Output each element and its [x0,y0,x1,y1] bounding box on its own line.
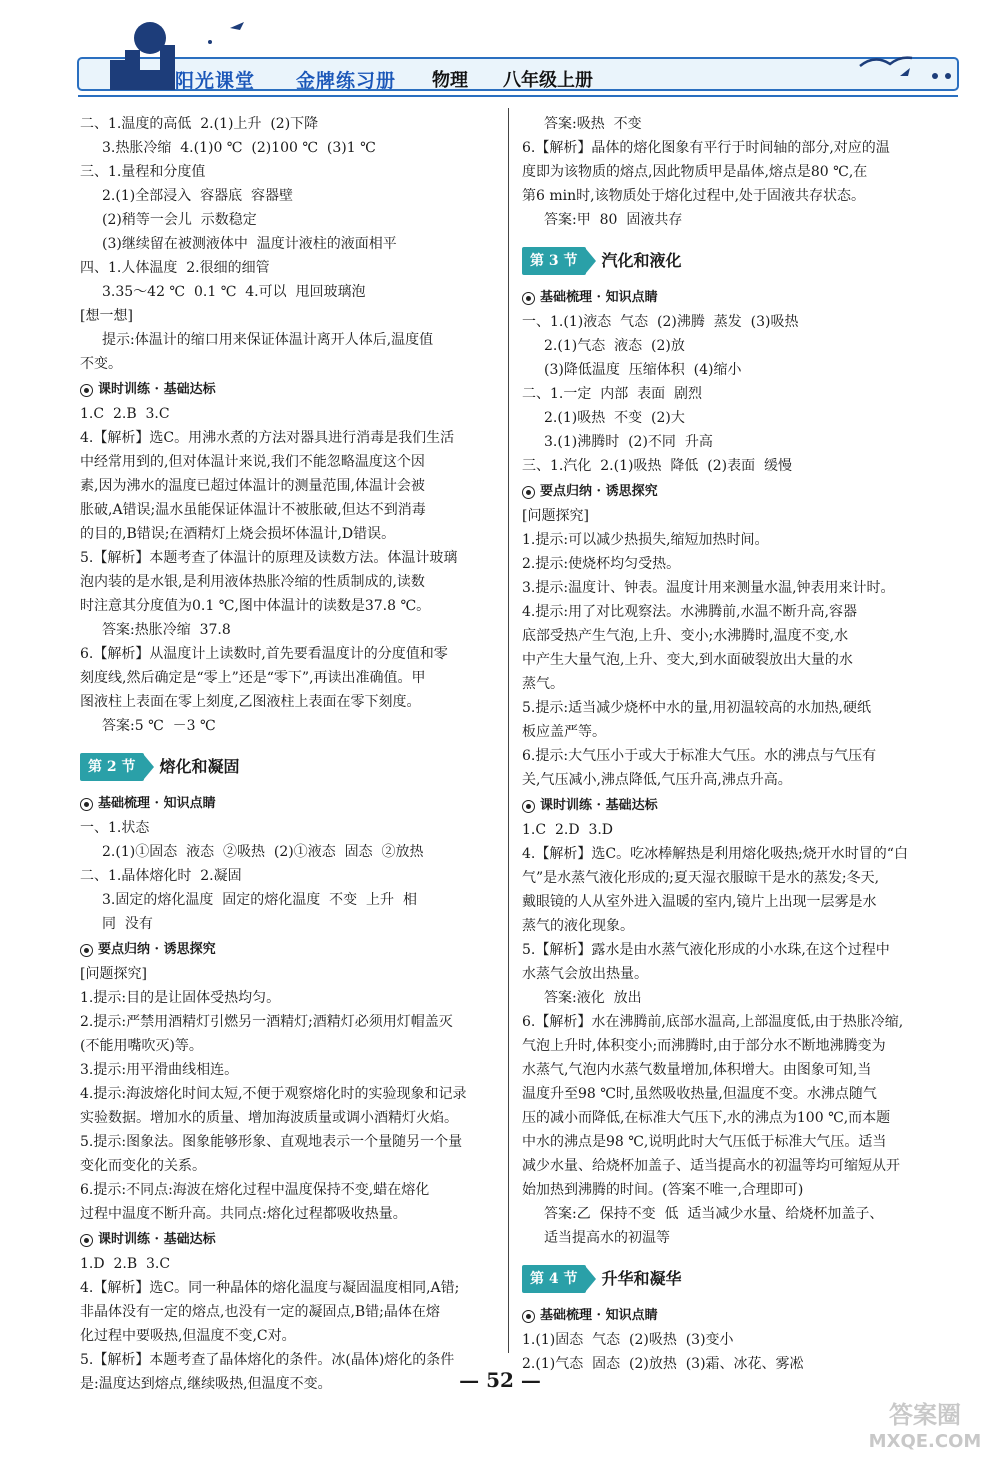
answer-line: 2.(1)气态 固态 (2)放热 (3)霜、冰花、雾凇 [522,1356,804,1372]
subsection-text: 基础梳理 · 知识点睛 [540,290,658,305]
answer-line: 过程中温度不断升高。共同点:熔化过程都吸收热量。 [80,1206,407,1222]
answer-line: 蒸气的液化现象。 [522,918,634,934]
answer-line: 6.提示:大气压小于或大于标准大气压。水的沸点与气压有 [522,748,877,764]
answer-line: 三、1.汽化 2.(1)吸热 降低 (2)表面 缓慢 [522,458,792,474]
answer-line: 戴眼镜的人从室外进入温暖的室内,镜片上出现一层雾是水 [522,894,877,910]
svg-text:答案圈: 答案圈 [889,1401,961,1429]
answer-line: 3.(1)沸腾时 (2)不同 升高 [544,434,713,450]
answer-line: 减少水量、给烧杯加盖子、适当提高水的初温等均可缩短从开 [522,1158,900,1174]
bullet-icon [80,1234,93,1247]
bullet-icon [80,798,93,811]
bullet-icon [80,384,93,397]
subsection-label [522,1304,962,1328]
section-number-badge: 第 2 节 [80,753,144,781]
subsection-text: 基础梳理 · 知识点睛 [98,796,216,811]
answer-line: 2.提示:使烧杯均匀受热。 [522,556,681,572]
answer-line: 底部受热产生气泡,上升、变小;水沸腾时,温度不变,水 [522,628,849,644]
column-divider [508,108,509,1353]
answer-line: (3)降低温度 压缩体积 (4)缩小 [544,362,742,378]
answer-line: 6.【解析】从温度计上读数时,首先要看温度计的分度值和零 [80,646,448,662]
answer-line: 答案:乙 保持不变 低 适当减少水量、给烧杯加盖子、 [544,1206,884,1222]
subsection-label [522,480,962,504]
answer-line: 2.(1)①固态 液态 ②吸热 (2)①液态 固态 ②放热 [102,844,424,860]
subsection-text: 课时训练 · 基础达标 [98,1232,216,1247]
left-column [80,112,490,1396]
answer-line: 水蒸气,气泡内水蒸气数量增加,体积增大。由图象可知,当 [522,1062,872,1078]
section-title: 熔化和凝固 [159,757,240,776]
subject-label: 物理 [432,70,468,91]
answer-line: 4.【解析】选C。同一种晶体的熔化温度与凝固温度相同,A错; [80,1280,460,1296]
subsection-text: 课时训练 · 基础达标 [540,798,658,813]
answer-line: 4.【解析】选C。吃冰棒解热是利用熔化吸热;烧开水时冒的“白 [522,846,908,862]
section-heading [80,752,490,782]
answer-line: 是:温度达到熔点,继续吸热,但温度不变。 [80,1376,332,1392]
answer-line: 答案:甲 80 固液共存 [544,212,683,228]
answer-line: (不能用嘴吹灭)等。 [80,1038,203,1054]
answer-line: 二、1.一定 内部 表面 剧烈 [522,386,703,402]
answer-line: 压的减小而降低,在标准大气压下,水的沸点为100 ℃,而本题 [522,1110,891,1126]
answer-line: 同 没有 [102,916,153,932]
answer-line: 6.提示:不同点:海波在熔化过程中温度保持不变,蜡在熔化 [80,1182,430,1198]
subsection-label [522,794,962,818]
answer-line: 6.【解析】水在沸腾前,底部水温高,上部温度低,由于热胀冷缩, [522,1014,904,1030]
section-title: 汽化和液化 [601,251,682,270]
answer-line: 泡内装的是水银,是利用液体热胀冷缩的性质制成的,读数 [80,574,425,590]
page-header [0,0,1000,104]
answer-line: 1.(1)固态 气态 (2)吸热 (3)变小 [522,1332,734,1348]
subsection-label [80,792,490,816]
answer-line: 3.35～42 ℃ 0.1 ℃ 4.可以 甩回玻璃泡 [102,284,366,300]
answer-line: 1.C 2.D 3.D [522,822,614,838]
answer-line: 图液柱上表面在零上刻度,乙图液柱上表面在零下刻度。 [80,694,421,710]
watermark-logo [855,1395,995,1453]
right-column [522,112,962,1376]
answer-line: 3.提示:用平滑曲线相连。 [80,1062,239,1078]
answer-line: 始加热到沸腾的时间。(答案不唯一,合理即可) [522,1182,804,1198]
answer-line: 2.提示:严禁用酒精灯引燃另一酒精灯;酒精灯必须用灯帽盖灭 [80,1014,453,1030]
answer-line: 适当提高水的初温等 [544,1230,670,1246]
answer-line: 一、1.状态 [80,820,150,836]
answer-line: 二、1.晶体熔化时 2.凝固 [80,868,242,884]
answer-line: 中经常用到的,但对体温计来说,我们不能忽略温度这个因 [80,454,425,470]
answer-line: 2.(1)全部浸入 容器底 容器壁 [102,188,293,204]
header-banner-icon [0,0,1000,104]
answer-line: 胀破,A错误;温水虽能保证体温计不被胀破,但达不到消毒 [80,502,426,518]
arrow-icon [586,249,596,273]
section-title: 升华和凝华 [601,1269,682,1288]
answer-line: 四、1.人体温度 2.很细的细管 [80,260,270,276]
arrow-icon [586,1267,596,1291]
answer-line: 板应盖严等。 [522,724,606,740]
answer-line: 1.D 2.B 3.C [80,1256,171,1272]
answer-line: (3)继续留在被测液体中 温度计液柱的液面相平 [102,236,397,252]
answer-line: 水蒸气会放出热量。 [522,966,648,982]
answer-line: 答案:5 ℃ －3 ℃ [102,718,216,734]
answer-line: 3.热胀冷缩 4.(1)0 ℃ (2)100 ℃ (3)1 ℃ [102,140,376,156]
brand-title: 阳光课堂 [175,70,256,92]
answer-line: [问题探究] [80,966,147,982]
watermark-icon [855,1395,995,1453]
answer-line: 2.(1)吸热 不变 (2)大 [544,410,685,426]
subsection-text: 要点归纳 · 诱思探究 [98,942,216,957]
answer-line: 的目的,B错误;在酒精灯上烧会损坏体温计,D错误。 [80,526,396,542]
grade-label: 八年级上册 [503,70,593,91]
bullet-icon [522,1310,535,1323]
answer-line: 答案:热胀冷缩 37.8 [102,622,231,638]
section-heading [522,246,962,276]
subsection-label [80,1228,490,1252]
answer-line: 中产生大量气泡,上升、变大,到水面破裂放出大量的水 [522,652,853,668]
subsection-label [522,286,962,310]
answer-line: 6.【解析】晶体的熔化图象有平行于时间轴的部分,对应的温 [522,140,890,156]
answer-line: 答案:液化 放出 [544,990,642,1006]
answer-line: 5.【解析】本题考查了晶体熔化的条件。冰(晶体)熔化的条件 [80,1352,455,1368]
svg-text:MXQE.COM: MXQE.COM [868,1431,982,1452]
subsection-text: 要点归纳 · 诱思探究 [540,484,658,499]
answer-line: 第6 min时,该物质处于熔化过程中,处于固液共存状态。 [522,188,866,204]
page-number: — 52 — [459,1368,541,1392]
answer-line: 4.提示:海波熔化时间太短,不便于观察熔化时的实验现象和记录 [80,1086,467,1102]
answer-line: 3.提示:温度计、钟表。温度计用来测量水温,钟表用来计时。 [522,580,895,596]
answer-line: 提示:体温计的缩口用来保证体温计离开人体后,温度值 [102,332,434,348]
answer-line: [想一想] [80,308,133,324]
answer-line: 1.C 2.B 3.C [80,406,170,422]
bullet-icon [522,486,535,499]
answer-line: 4.【解析】选C。用沸水煮的方法对器具进行消毒是我们生活 [80,430,455,446]
section-number-badge: 第 4 节 [522,1265,586,1293]
subsection-text: 基础梳理 · 知识点睛 [540,1308,658,1323]
section-heading [522,1264,962,1294]
answer-line: 非晶体没有一定的熔点,也没有一定的凝固点,B错;晶体在熔 [80,1304,440,1320]
answer-line: 5.提示:适当减少烧杯中水的量,用初温较高的水加热,硬纸 [522,700,871,716]
answer-line: 气泡上升时,体积变小;而沸腾时,由于部分水不断地沸腾变为 [522,1038,886,1054]
answer-line: 2.(1)气态 液态 (2)放 [544,338,685,354]
answer-line: 温度升至98 ℃时,虽然吸收热量,但温度不变。水沸点随气 [522,1086,877,1102]
brand-subtitle: 金牌练习册 [296,70,397,92]
bullet-icon [80,944,93,957]
answer-line: 时注意其分度值为0.1 ℃,图中体温计的读数是37.8 ℃。 [80,598,431,614]
answer-line: 关,气压减小,沸点降低,气压升高,沸点升高。 [522,772,792,788]
answer-line: 一、1.(1)液态 气态 (2)沸腾 蒸发 (3)吸热 [522,314,799,330]
answer-line: 刻度线,然后确定是“零上”还是“零下”,再读出准确值。甲 [80,670,426,686]
answer-line: [问题探究] [522,508,589,524]
answer-line: 变化而变化的关系。 [80,1158,206,1174]
answer-line: 中水的沸点是98 ℃,说明此时大气压低于标准大气压。适当 [522,1134,887,1150]
answer-line: 度即为该物质的熔点,因此物质甲是晶体,熔点是80 ℃,在 [522,164,868,180]
bullet-icon [522,292,535,305]
answer-line: 5.提示:图象法。图象能够形象、直观地表示一个量随另一个量 [80,1134,463,1150]
answer-line: 蒸气。 [522,676,564,692]
answer-line: 5.【解析】露水是由水蒸气液化形成的小水珠,在这个过程中 [522,942,890,958]
answer-line: 化过程中要吸热,但温度不变,C对。 [80,1328,296,1344]
answer-line: 1.提示:可以减少热损失,缩短加热时间。 [522,532,769,548]
bullet-icon [522,800,535,813]
section-number-badge: 第 3 节 [522,247,586,275]
answer-line: (2)稍等一会儿 示数稳定 [102,212,257,228]
answer-line: 答案:吸热 不变 [544,116,642,132]
answer-line: 实验数据。增加水的质量、增加海波质量或调小酒精灯火焰。 [80,1110,458,1126]
arrow-icon [144,755,154,779]
answer-line: 3.固定的熔化温度 固定的熔化温度 不变 上升 相 [102,892,417,908]
answer-line: 5.【解析】本题考查了体温计的原理及读数方法。体温计玻璃 [80,550,458,566]
subsection-label [80,938,490,962]
subsection-label [80,378,490,402]
answer-line: 气”是水蒸气液化形成的;夏天湿衣服晾干是水的蒸发;冬天, [522,870,880,886]
answer-line: 1.提示:目的是让固体受热均匀。 [80,990,281,1006]
answer-line: 二、1.温度的高低 2.(1)上升 (2)下降 [80,116,319,132]
subsection-text: 课时训练 · 基础达标 [98,382,216,397]
answer-line: 素,因为沸水的温度已超过体温计的测量范围,体温计会被 [80,478,425,494]
answer-line: 4.提示:用了对比观察法。水沸腾前,水温不断升高,容器 [522,604,857,620]
answer-line: 三、1.量程和分度值 [80,164,206,180]
answer-line: 不变。 [80,356,122,372]
